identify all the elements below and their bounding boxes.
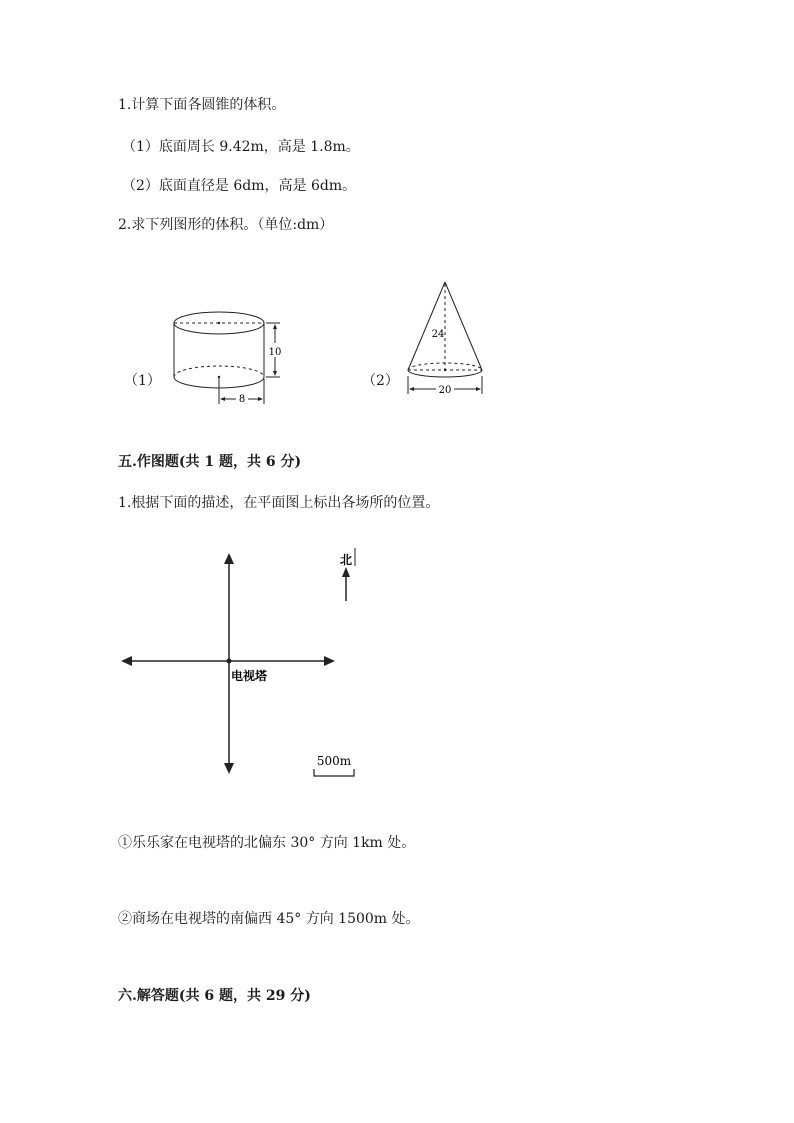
map-item-2: ②商场在电视塔的南偏西 45° 方向 1500m 处。 bbox=[118, 911, 420, 927]
up-arrow-icon bbox=[224, 553, 234, 564]
cylinder-figure bbox=[160, 305, 290, 410]
figure-2-label: （2） bbox=[362, 373, 399, 389]
question-1-title: 1.计算下面各圆锥的体积。 bbox=[118, 97, 286, 113]
cylinder-radius-label: 8 bbox=[238, 394, 246, 405]
section-5-question-1: 1.根据下面的描述，在平面图上标出各场所的位置。 bbox=[118, 495, 440, 511]
question-2-title: 2.求下列图形的体积。（单位:dm） bbox=[118, 217, 334, 233]
cone-figure bbox=[400, 276, 495, 401]
map-item-1: ①乐乐家在电视塔的北偏东 30° 方向 1km 处。 bbox=[118, 835, 416, 851]
right-arrow-icon bbox=[324, 656, 335, 666]
section-6-heading: 六.解答题(共 6 题，共 29 分) bbox=[118, 988, 311, 1004]
left-arrow-icon bbox=[121, 656, 132, 666]
scale-label: 500m bbox=[316, 754, 352, 768]
scale-bar bbox=[314, 769, 354, 776]
question-1-part-1: （1）底面周长 9.42m，高是 1.8m。 bbox=[122, 139, 360, 155]
cone-diameter-label: 20 bbox=[438, 385, 452, 396]
cone-height-label: 24 bbox=[431, 329, 445, 340]
north-label: 北 bbox=[339, 553, 353, 567]
cylinder-height-label: 10 bbox=[268, 347, 282, 358]
section-5-heading: 五.作图题(共 1 题，共 6 分) bbox=[118, 454, 302, 470]
map-figure bbox=[115, 540, 365, 780]
figure-1-label: （1） bbox=[124, 373, 161, 389]
down-arrow-icon bbox=[224, 763, 234, 774]
tv-tower-label: 电视塔 bbox=[231, 669, 268, 683]
question-1-part-2: （2）底面直径是 6dm，高是 6dm。 bbox=[122, 178, 357, 194]
